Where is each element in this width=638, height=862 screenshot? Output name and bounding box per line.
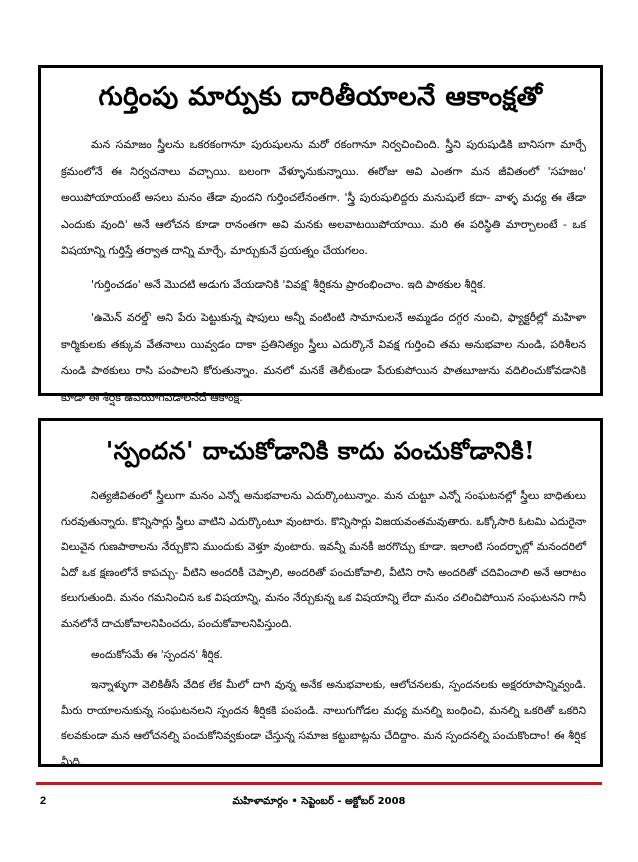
article-paragraph: మన సమాజం స్త్రీలను ఒకరకంగానూ పురుషులను మరో రకంగానూ నిర్వచించింది. స్త్రీని పురుషుడికి బానిసగా మార్చే క్రమంలోనే ఈ నిర్వచనాలు వచ్చాయి. బలంగా వేళ్ళూనుకున్నాయి. ఈరోజు అవి ఎంతగా మన జీవితంలో 'సహజం' అయిపోయాయంటే అసలు మనం తేడా వుందని గుర్తించలేనంతగా. 'స్త్రీ పురుషులిద్దరు మనుషులే కదా- వాళ్ళ మధ్య ఈ తేడా ఎందుకు వుంది' అనే ఆలోచన కూడా రానంతగా అవి మనకు అలవాటయిపోయాయి. మరి ఈ పరిస్థితి మార్చాలంటే - ఒక విషయాన్ని గుర్తిస్తే తర్వాత దాన్ని మార్చే, మార్చుకునే ప్రయత్నం చేయగలం. xyxy=(61,138,586,257)
article-box-spandana xyxy=(38,418,603,767)
article-title: 'స్పందన' దాచుకోడానికి కాదు పంచుకోడానికి! xyxy=(105,436,536,465)
article-title: గుర్తింపు మార్పుకు దారితీయాలనే ఆకాంక్షతో xyxy=(98,82,543,112)
article-paragraph: నిత్యజీవితంలో స్త్రీలుగా మనం ఎన్నో అనుభవాలను ఎదుర్కొంటున్నాం. మన చుట్టూ ఎన్నో సంఘటనల్లో స్త్రీలు బాధితులు గురవుతున్నారు. కొన్నిసార్లు స్త్రీలు వాటిని ఎదుర్కొంటూ వుంటారు. కొన్నిసార్లు విజయవంతమవుతారు. ఒక్కోసారి ఓటమి ఎదురైనా విలువైన గుణపాఠాలను నేర్చుకొని ముందుకు వెళ్తూ వుంటారు. ఇవన్నీ మనకీ జరగొచ్చు కూడా. ఇలాంటి సందర్భాల్లో మనందరిలో ఏదో ఒక క్షణంలోనే కాపచ్చు- వీటిని అందరికీ చెప్పాలి, అందరితో పంచుకోవాలి, వీటిని రాసి అందరితో చదివించాలి అనే ఆరాటం కలుగుతుంది. మనం గమనించిన ఒక విషయాన్ని, మనం నేర్చుకున్న ఒక విషయాన్ని లేదా మనం చలించిపోయిన సంఘటనని గానీ మనలోనే దాచుకోవాలనిపించదు, పంచుకోవాలనిపిస్తుంది. xyxy=(61,489,586,630)
article-paragraph: 'ఉమెన్ వరల్డ్' అని పేరు పెట్టుకున్న షాపులు అన్నీ వంటింటి సామానులనే అమ్మడం దగ్గర నుంచి, ఫ్యాక్టరీల్లో మహిళా కార్మికులకు తక్కువ వేతనాలు యివ్వడం దాకా ప్రతినిత్యం స్త్రీలు ఎదుర్కొనే వివక్ష గుర్తించి తమ అనుభవాల నుండి, పరిశీలన నుండి పాఠకులు రాసి పంపాలని కోరుతున్నాం. మనలో మనకే తెలీకుండా పేరుకుపోయిన పాతబూజును వదిలించుకోవడానికి కూడా ఈ శీర్షిక ఉపయోగపడాలనేదే ఆకాంక్ష. xyxy=(61,311,586,404)
footer-publication: మహిళామార్గం • సెప్టెంబర్ - అక్టోబర్ 2008 xyxy=(232,796,406,807)
article-body xyxy=(61,483,586,780)
page-number: 2 xyxy=(40,795,47,807)
article-paragraph: 'గుర్తించడం' అనే మొదటి అడుగు వేయడానికి 'వివక్ష' శీర్షికను ప్రారంభించాం. ఇది పాఠకుల శీర్షిక. xyxy=(91,277,487,291)
article-paragraph: అందుకోసమే ఈ 'స్పందన' శీర్షిక. xyxy=(91,647,223,661)
article-body xyxy=(61,132,586,418)
footer-rule xyxy=(36,782,602,785)
article-paragraph: ఇన్నాళ్ళుగా వెలికితీసే వేదిక లేక మీలో దాగి వున్న అనేక అనుభవాలకు, ఆలోచనలకు, స్పందనలకు అక్షరరూపాన్నివ్వండి. మీరు రాయాలనుకున్న సంఘటనలని స్పందన శీర్షికకి పంపండి. నాలుగుగోడల మధ్య మనల్ని బంధించి, మనల్ని ఒకరితో ఒకరిని కలవకుండా మన ఆలోచనల్ని పంచుకోనివ్వకుండా చేస్తున్న సమాజ కట్టుబాట్లను చేదిద్దాం. మన స్పందనల్ని పంచుకొందాం! ఈ శీర్షిక మీది. xyxy=(61,678,586,768)
article-box-gurtimpu xyxy=(38,65,603,404)
